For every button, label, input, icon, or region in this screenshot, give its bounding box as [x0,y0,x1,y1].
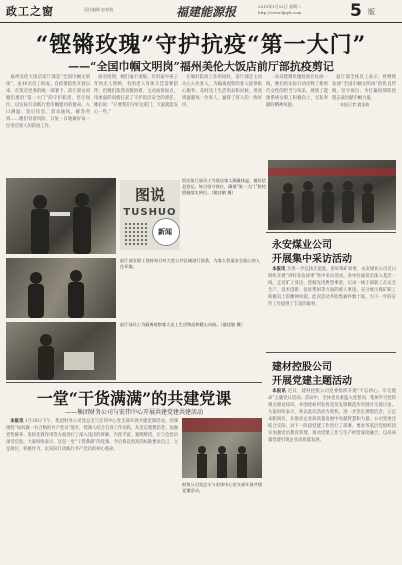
photo2-caption: 前厅部女职工坚持每日对大堂公共区域进行消杀，为客人营造安全放心的入住环境。 [120,258,260,269]
editors-line: 责任编辑 赵春霞 [84,7,114,12]
photo-temperature-check-figures [6,178,116,254]
bottom-headline: 一堂“干货满满”的共建党课 [36,389,232,408]
lead-paragraph: 在做好防疫工作的同时，前厅部还主动关心入住客人，为隔离观察的客人提供贴心服务，及时送上生活用品和问候，用真情温暖每一位客人，赢得了客人的一致好评。 [182,75,262,108]
lead-paragraph: 一朵朵铿锵玫瑰绽放在抗疫一线，她们用实际行动诠释了新时代女性的担当与风采，展现了能源系统女职工积极向上、无私奉献的精神风貌。 [266,75,328,108]
group-photo [268,160,396,230]
story-text: 近日，建材控股公司党委组织开展“不忘初心、牢记使命”主题党日活动。活动中，全体党员重温入党誓词，集体学习党的相关理论知识，并围绕如何发挥党员先锋模范作用展开交流讨论。大家纷纷表示，将以此次活动为契机，进一步坚定理想信念，立足本职岗位，在推动企业高质量发展中贡献智慧和力量。公司党委还结合实际，对下一阶段党建工作进行了部署，要求各基层党组织切实加强党员教育管理，推动党建工作与生产经营深度融合，以高质量党建引领企业高质量发展。 [268,389,396,443]
story-byline: 本报讯 [272,267,286,272]
story-body-jiancai [268,388,396,560]
photo-party-lesson-figures [182,418,262,478]
lead-col-1 [6,74,90,176]
story-title-yongan-1: 永安煤业公司 [272,240,332,251]
photo-disinfection-figures [6,258,116,318]
lead-col-2 [94,74,178,176]
photo1-caption: 饭店前厅部员工为进店客人测量体温，做好信息登记。每日坚守岗位，确保“第一大门”防控措施落实到位。（翁佳敏 摄） [182,178,266,195]
group-photo-figures [268,160,396,230]
story-title-jiancai-1: 建材控股公司 [272,362,332,373]
story-text: 为进一步弘扬正能量，讲好煤矿故事，永安煤业公司近日组织开展“讲好身边故事”集中采访活动。各单位通讯员深入基层一线，走近矿工身边，挖掘先进典型事迹，记录一线干部职工在安全生产、技术创新、扶贫帮困等方面的感人事迹，充分展示煤矿职工积极向上的精神风貌。此次活动共收集稿件数十篇，为下一步的宣传工作提供了丰富的素材。 [268,267,396,307]
tushuo-news-logo [120,180,180,250]
bottom-subheadline: ——集团财务公司与宏伟中心开展共建党建共建活动 [64,409,203,416]
photo-party-lesson [182,418,262,478]
logo-news: 新闻 [158,228,172,236]
lead-paragraph: 面对疫情，她们毫不退缩。有的家中孩子年幼无人照顾，有的老人身体欠佳需要陪伴，但她们依然克服困难，主动加班加点，用柔弱的肩膀扛起了守护饭店安全的重任。她们说：“只要我们守好这道门，大家就能安心一些。” [94,75,178,115]
masthead [0,0,402,23]
lead-subheadline: ——“全国巾帼文明岗”福州美伦大饭店前厅部抗疫剪记 [68,60,334,73]
divider [266,352,396,353]
story-text: 1月18日下午，集团财务公司党总支与宏伟中心党支部开展共建党课活动。党课围绕“如何做一名合格的共产党员”展开，授课人结合自身工作实践，从坚定理想信念、加强党性修养、发挥先锋作用等方面进行了深入浅出的讲解，内容丰富，案例鲜活，让与会党员深受启发。大家纷纷表示，这是一堂“干货满满”的党课，今后将以更高的标准要求自己，立足岗位，积极作为，以实际行动践行共产党员的初心使命。 [6,419,178,452]
page-number: 5 [350,1,362,21]
story-byline: 本报讯 [10,419,24,424]
photo-disinfection [6,258,116,318]
logo-english: TUSHUO [123,207,177,218]
story-title-yongan-2: 开展集中采访活动 [272,254,352,265]
page-label: 版 [368,8,375,16]
photo-temperature-check [6,178,116,254]
lead-byline: 本报记者 翁佳敏 [340,102,370,107]
lead-headline: “铿锵玫瑰”守护抗疫“第一大门” [35,32,367,58]
bottom-caption: 财务公司党总支与宏伟中心党支部开展共建党课活动。 [182,482,262,493]
paper-name: 福建能源报 [176,5,237,19]
story-title-jiancai-2: 开展党建主题活动 [272,376,352,387]
photo-service-figures [6,322,116,380]
story-body-yongan [268,266,396,350]
photo-service [6,322,116,380]
lead-paragraph: 福州美伦大饭店前厅部是“全国巾帼文明岗”，由10名员工组成。自疫情防控开展以来，在饭店党委的统一部署下，前厅部女同胞们勇担“第一大门”的守护职责，坚守岗位，以实际行动践行着巾帼建功的使命。入口测温、登记信息、消杀通风、解答咨询……她们冒着风险，日复一日地做好每一位进店客人的防疫工作。 [6,75,90,129]
issue-date: 2015年1月12日 星期二 [258,4,302,9]
photo3-caption: 前厅部员工为隔离观察客人送上生活物品和暖心问候。（翁佳敏 摄） [120,322,245,327]
logo-dot-pattern [124,222,148,246]
divider [6,382,262,383]
section-title: 政工之窗 [6,5,54,18]
logo-text: 图说 [134,186,165,204]
bottom-body [6,418,178,560]
lead-col-5 [332,74,396,174]
divider [266,232,396,233]
lead-col-3 [182,74,262,176]
story-byline: 本报讯 [272,389,287,394]
lead-col-4 [266,74,328,174]
website: http://www.fjnyb.com [258,10,302,15]
lead-paragraph: 前厅部全体员工表示，将继续发扬“全国巾帼文明岗”的优良传统，坚守岗位，为打赢疫情防控阻击战贡献巾帼力量。 [332,75,396,101]
